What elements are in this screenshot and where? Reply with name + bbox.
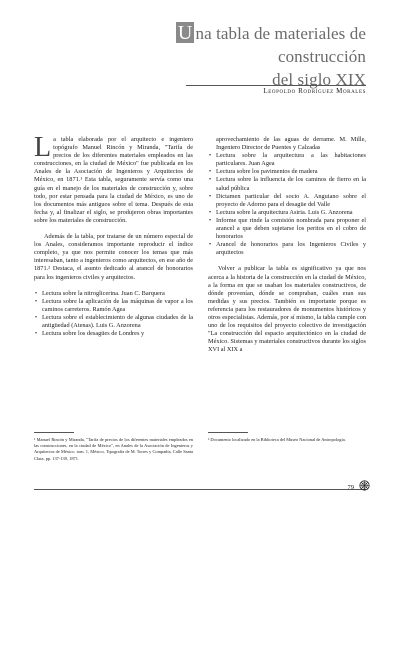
list-item: • Informe que rinde la comisión nombrada para proponer el arancel a que deben sujetarse los peritos en el cobro de honorarios [209, 216, 366, 241]
list-item: • Arancel de honorarios para los Ingenieros Civiles y arquitectos [209, 241, 366, 257]
footnote-rule-right [208, 432, 248, 433]
bullet-icon: • [35, 314, 38, 321]
list-item: • Lectura sobre el establecimiento de algunas ciudades de la antigüedad (Atenas). Luis G. Anzorena [35, 313, 193, 329]
list-item: • Lectura sobre la aplicación de las máquinas de vapor a los caminos carreteros. Ramón Agea [35, 297, 193, 313]
article-title [106, 22, 366, 91]
bullet-icon: • [35, 290, 38, 297]
footnote-2: ² Documento localizado en la Biblioteca del Museo Nacional de Antropología. [208, 437, 346, 442]
footnote-1: ¹ Manuel Rincón y Miranda, "Tarifa de precios de los diferentes materiales empleados en las construcciones, en la ciudad de México", en Anales de la Asociación de Ingenieros y Arquitectos de México. tom. 1, México, Tipografía de M. Torres y Compañía, Calle Santa Clara, pp. 137-139, 1871. [34, 437, 193, 461]
footer-rule [34, 489, 366, 490]
bullet-icon: • [209, 177, 212, 184]
author-name: Leopoldo Rodríguez Morales [263, 87, 366, 95]
paragraph-2: Además de la tabla, por tratarse de un número especial de los Anales, consideramos importante reproducir el índice completo, ya que nos permite conocer los temas que más interesaban, tanto a ingenieros como arquitectos, en ese año de 1871.² Destaca, el asunto dedicado al arancel de honorarios para los ingenieros civiles y arquitectos. [34, 233, 193, 281]
title-dropcap: U [177, 22, 193, 44]
list-item: • Lectura sobre los pavimentos de madera [209, 168, 318, 176]
list-item: • Lectura sobre la arquitectura a las habitaciones particulares. Juan Agea [209, 152, 366, 168]
index-list-right [208, 152, 366, 257]
title-line-1: na tabla de materiales de construcción [195, 24, 366, 66]
list-item: • Lectura sobre los desagües de Londres y [35, 330, 145, 338]
bullet-icon: • [209, 169, 212, 176]
title-line-2: del siglo XIX [272, 70, 366, 89]
list-item: • Lectura sobre la nitroglicerina. Juan C. Barquera [35, 289, 165, 297]
paragraph-1: La tabla elaborada por el arquitecto e ingeniero topógrafo Manuel Rincón y Miranda, "Tarifa de precios de los diferentes materiales empleados en las construcciones, en la ciudad de México" fue publicada en los Anales de la Asociación de Ingenieros y Arquitectos de México, en 1871.¹ Esta tabla, seguramente servía como una guía en el manejo de los materiales de construcción y, sobre todo, por estar pensada para la ciudad de México, es uno de los documentos más antiguos sobre el tema. Después de esta fecha y, al finalizar el siglo, se produjeron obras importantes sobre los materiales de construcción. [34, 132, 193, 224]
list-item: • Dictamen particular del socio A. Anguiano sobre el proyecto de Adorno para el desagüe del Valle [209, 192, 366, 208]
right-column [208, 136, 366, 354]
footnote-rule-left [34, 432, 74, 433]
bullet-icon: • [35, 331, 38, 338]
list-item: • Lectura sobre la arquitectura Asiria. Luis G. Anzorena [209, 208, 353, 216]
bullet-icon: • [209, 242, 212, 249]
list-continuation: aprovechamiento de las aguas de derrame. M. Mille, Ingeniero Director de Puentes y Calzadas [216, 136, 366, 152]
bullet-icon: • [209, 217, 212, 224]
list-item: • Lectura sobre la influencia de los caminos de fierro en la salud pública [209, 176, 366, 192]
left-column [34, 132, 193, 338]
bullet-icon: • [209, 209, 212, 216]
index-list-left [34, 290, 193, 339]
bullet-icon: • [35, 298, 38, 305]
bullet-icon: • [209, 193, 212, 200]
paragraph-dropcap: L [34, 132, 52, 163]
page-number: 79 [347, 484, 354, 491]
author-rule [186, 85, 366, 86]
bullet-icon: • [209, 153, 212, 160]
ornament-icon [359, 480, 370, 491]
paragraph-3: Volver a publicar la tabla es significativo ya que nos acerca a la historia de la construcción en la ciudad de México, a la forma en que se usaban los materiales constructivos, de dónde provenían, dónde se compraban, cuáles eran sus medidas y sus precios. También es importante porque es referencia para los restauradores de monumentos históricos y otros especialistas. Además, por sí mismo, la tabla cumple con uno de los requisitos del proyecto colectivo de investigación "La construcción del espacio arquitectónico en la ciudad de México. Sistemas y materiales constructivos durante los siglos XVI al XIX a [208, 265, 366, 354]
